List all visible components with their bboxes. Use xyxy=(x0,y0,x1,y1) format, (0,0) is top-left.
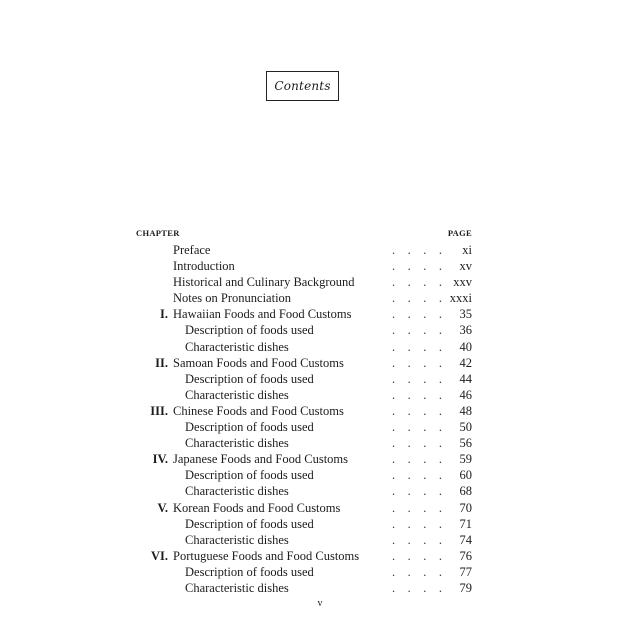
entry-title: Korean Foods and Food Customs xyxy=(173,500,341,515)
dot-leader: . . . . xyxy=(392,420,442,435)
entry-title: Characteristic dishes xyxy=(185,580,289,595)
dot-leader: . . . . xyxy=(392,355,442,370)
toc-entry xyxy=(136,242,472,258)
dot-leader: . . . . xyxy=(392,548,442,563)
entry-page: xi xyxy=(462,243,472,257)
dot-leader: . . . . xyxy=(392,387,442,402)
entry-title: Notes on Pronunciation xyxy=(173,291,292,306)
entry-page: 76 xyxy=(459,548,472,563)
entry-title: Description of foods used xyxy=(185,516,314,531)
entry-page: 68 xyxy=(459,484,472,499)
toc-subentry xyxy=(136,419,472,435)
dot-leader: . . . . xyxy=(392,468,442,483)
entry-title: Portuguese Foods and Food Customs xyxy=(173,548,360,563)
dot-leader: . . . . xyxy=(392,323,442,338)
toc-entry xyxy=(136,290,472,306)
entry-title: Characteristic dishes xyxy=(185,387,289,402)
page-title: Contents xyxy=(274,79,331,93)
toc-entry xyxy=(136,274,472,290)
entry-page: 74 xyxy=(459,532,472,547)
entry-title: Characteristic dishes xyxy=(185,532,289,547)
toc-entry xyxy=(136,548,472,564)
toc-entry xyxy=(136,258,472,274)
entry-page: 77 xyxy=(459,564,472,579)
entry-page: 59 xyxy=(459,452,472,467)
dot-leader: . . . . xyxy=(392,484,442,499)
entry-page: 42 xyxy=(459,355,472,370)
toc-subentry xyxy=(136,564,472,580)
table-of-contents xyxy=(136,228,472,596)
toc-entry xyxy=(136,403,472,419)
dot-leader: . . . . xyxy=(392,307,442,322)
chapter-number: IV. xyxy=(152,452,168,467)
toc-subentry xyxy=(136,467,472,483)
chapter-number: I. xyxy=(160,307,168,322)
dot-leader: . . . . xyxy=(392,275,442,290)
entry-page: 46 xyxy=(459,387,472,402)
dot-leader: . . . . xyxy=(392,452,442,467)
dot-leader: . . . . xyxy=(392,436,442,451)
entry-title: Chinese Foods and Food Customs xyxy=(173,403,344,418)
toc-subentry xyxy=(136,322,472,338)
page-number: v xyxy=(317,598,323,609)
entry-title: Description of foods used xyxy=(185,371,314,386)
toc-header xyxy=(136,228,472,239)
toc-entry xyxy=(136,500,472,516)
entry-page: xxxi xyxy=(449,291,472,306)
entry-title: Characteristic dishes xyxy=(185,436,289,451)
entry-page: 70 xyxy=(459,500,472,515)
entry-title: Historical and Culinary Background xyxy=(173,275,355,290)
toc-entry xyxy=(136,306,472,322)
toc-subentry xyxy=(136,387,472,403)
toc-subentry xyxy=(136,516,472,532)
entry-title: Description of foods used xyxy=(185,323,314,338)
entry-title: Characteristic dishes xyxy=(185,484,289,499)
dot-leader: . . . . xyxy=(392,564,442,579)
page-column-label: PAGE xyxy=(447,228,472,238)
dot-leader: . . . . xyxy=(392,532,442,547)
entry-page: 40 xyxy=(459,339,472,354)
dot-leader: . . . . xyxy=(392,259,442,274)
chapter-column-label: CHAPTER xyxy=(136,228,180,238)
dot-leader: . . . . xyxy=(392,500,442,515)
entry-title: Hawaiian Foods and Food Customs xyxy=(173,307,352,322)
chapter-number: VI. xyxy=(150,548,168,563)
dot-leader: . . . . xyxy=(392,403,442,418)
dot-leader: . . . . xyxy=(392,339,442,354)
entry-page: 71 xyxy=(459,516,472,531)
entry-page: xxv xyxy=(453,275,472,290)
toc-entry xyxy=(136,451,472,467)
entry-page: xv xyxy=(459,259,472,274)
dot-leader: . . . . xyxy=(392,291,442,306)
entry-page: 56 xyxy=(459,436,472,451)
entry-title: Description of foods used xyxy=(185,468,314,483)
dot-leader: . . . . xyxy=(392,371,442,386)
chapter-number: III. xyxy=(150,403,168,418)
entry-page: 36 xyxy=(459,323,472,338)
toc-entry xyxy=(136,355,472,371)
dot-leader: . . . . xyxy=(392,516,442,531)
toc-subentry xyxy=(136,532,472,548)
entry-title: Introduction xyxy=(173,259,235,274)
toc-subentry xyxy=(136,371,472,387)
entry-page: 44 xyxy=(459,371,472,386)
entry-page: 50 xyxy=(459,420,472,435)
toc-subentry xyxy=(136,580,472,596)
entry-title: Characteristic dishes xyxy=(185,339,289,354)
entry-page: 48 xyxy=(459,403,472,418)
entry-title: Japanese Foods and Food Customs xyxy=(173,452,348,467)
dot-leader: . . . . xyxy=(392,580,442,595)
contents-title-box xyxy=(266,71,339,101)
toc-subentry xyxy=(136,483,472,499)
entry-title: Preface xyxy=(173,243,211,257)
toc-rows xyxy=(136,242,472,596)
entry-title: Description of foods used xyxy=(185,564,314,579)
toc-subentry xyxy=(136,435,472,451)
entry-title: Samoan Foods and Food Customs xyxy=(173,355,344,370)
toc-subentry xyxy=(136,339,472,355)
entry-page: 35 xyxy=(459,307,472,322)
entry-page: 79 xyxy=(459,580,472,595)
entry-page: 60 xyxy=(459,468,472,483)
chapter-number: V. xyxy=(157,500,168,515)
chapter-number: II. xyxy=(155,355,168,370)
dot-leader: . . . . xyxy=(392,243,442,257)
entry-title: Description of foods used xyxy=(185,420,314,435)
